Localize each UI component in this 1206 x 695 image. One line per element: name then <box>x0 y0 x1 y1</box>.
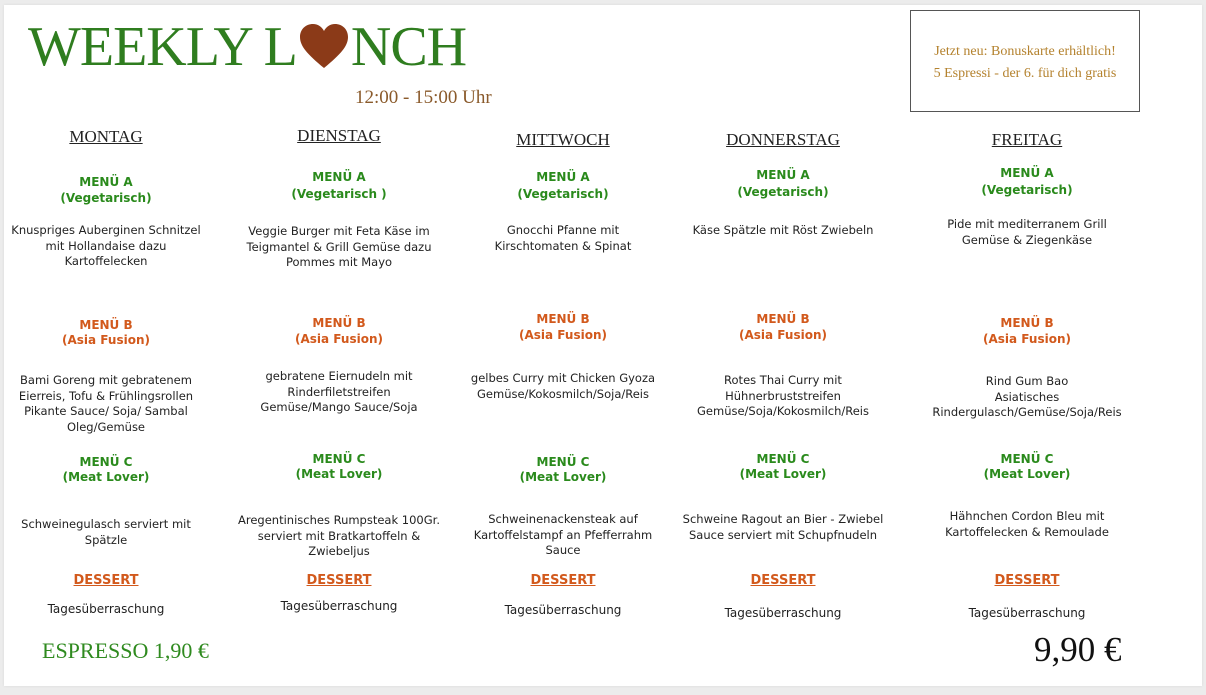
menu-b-title: MENÜ B <box>312 316 366 330</box>
menu-a-title: MENÜ A <box>312 170 366 184</box>
menu-b-subtitle: (Asia Fusion) <box>295 332 383 346</box>
title-text-end: NCH <box>350 16 467 78</box>
day-heading: MITTWOCH <box>516 130 610 149</box>
menu-c-dish: Aregentinisches Rumpsteak 100Gr. serviert mit Bratkartoffeln & Zwiebeljus <box>238 513 440 558</box>
menu-b-title: MENÜ B <box>1000 316 1054 330</box>
promo-line-2: 5 Espressi - der 6. für dich gratis <box>933 66 1117 81</box>
menu-a-title: MENÜ A <box>756 168 810 182</box>
menu-c-subtitle: (Meat Lover) <box>295 467 383 481</box>
menu-b-title: MENÜ B <box>536 312 590 326</box>
menu-a-subtitle: (Vegetarisch) <box>981 183 1073 197</box>
day-column-mittwoch <box>453 5 673 686</box>
menu-c-subtitle: (Meat Lover) <box>983 467 1071 481</box>
menu-price: 9,90 € <box>1034 630 1122 669</box>
dessert-text: Tagesüberraschung <box>47 602 165 616</box>
menu-b-title: MENÜ B <box>756 312 810 326</box>
dessert-title: DESSERT <box>750 573 816 588</box>
menu-b-dish: Bami Goreng mit gebratenem Eierreis, Tofu & Frühlingsrollen Pikante Sauce/ Soja/ Sambal Oleg/Gemüse <box>18 373 194 434</box>
promo-line-1: Jetzt neu: Bonuskarte erhältlich! <box>934 44 1116 59</box>
day-column-freitag <box>917 5 1137 686</box>
menu-a-dish: Veggie Burger mit Feta Käse im Teigmantel & Grill Gemüse dazu Pommes mit Mayo <box>246 224 432 269</box>
day-heading: DONNERSTAG <box>726 130 840 149</box>
dessert-text: Tagesüberraschung <box>968 606 1086 620</box>
menu-b-dish: Rind Gum Bao Asiatisches Rindergulasch/Gemüse/Soja/Reis <box>932 374 1122 419</box>
day-heading: MONTAG <box>69 127 143 146</box>
day-heading: FREITAG <box>991 130 1063 149</box>
menu-c-title: MENÜ C <box>312 452 366 466</box>
dessert-title: DESSERT <box>530 573 596 588</box>
menu-b-dish: Rotes Thai Curry mit Hühnerbruststreifen Gemüse/Soja/Kokosmilch/Reis <box>697 373 869 418</box>
menu-c-dish: Schweine Ragout an Bier - Zwiebel Sauce serviert mit Schupfnudeln <box>682 512 884 542</box>
title-text-start: WEEKLY L <box>28 16 297 78</box>
menu-c-title: MENÜ C <box>79 455 133 469</box>
menu-b-subtitle: (Asia Fusion) <box>739 328 827 342</box>
menu-c-dish: Schweinegulasch serviert mit Spätzle <box>21 517 191 547</box>
day-heading: DIENSTAG <box>297 126 381 145</box>
menu-c-title: MENÜ C <box>1000 452 1054 466</box>
dessert-title: DESSERT <box>306 573 372 588</box>
menu-c-subtitle: (Meat Lover) <box>519 470 607 484</box>
day-column-donnerstag <box>673 5 893 686</box>
menu-b-subtitle: (Asia Fusion) <box>62 333 150 347</box>
menu-c-title: MENÜ C <box>536 455 590 469</box>
menu-a-dish: Knuspriges Auberginen Schnitzel mit Hollandaise dazu Kartoffelecken <box>11 223 201 268</box>
menu-a-subtitle: (Vegetarisch) <box>517 187 609 201</box>
menu-a-dish: Käse Spätzle mit Röst Zwiebeln <box>692 223 874 237</box>
menu-c-title: MENÜ C <box>756 452 810 466</box>
menu-a-title: MENÜ A <box>536 170 590 184</box>
menu-c-dish: Hähnchen Cordon Bleu mit Kartoffelecken & Remoulade <box>945 509 1109 539</box>
dessert-text: Tagesüberraschung <box>724 606 842 620</box>
menu-c-subtitle: (Meat Lover) <box>739 467 827 481</box>
menu-a-title: MENÜ A <box>79 175 133 189</box>
espresso-price: ESPRESSO 1,90 € <box>42 638 209 663</box>
menu-a-subtitle: (Vegetarisch) <box>737 185 829 199</box>
menu-c-subtitle: (Meat Lover) <box>62 470 150 484</box>
dessert-text: Tagesüberraschung <box>280 599 398 613</box>
dessert-title: DESSERT <box>994 573 1060 588</box>
menu-b-subtitle: (Asia Fusion) <box>983 332 1071 346</box>
menu-c-dish: Schweinenackensteak auf Kartoffelstampf an Pfefferrahm Sauce <box>473 512 653 557</box>
menu-a-subtitle: (Vegetarisch) <box>60 191 152 205</box>
menu-b-dish: gebratene Eiernudeln mit Rinderfiletstreifen Gemüse/Mango Sauce/Soja <box>260 369 418 414</box>
menu-b-subtitle: (Asia Fusion) <box>519 328 607 342</box>
menu-a-subtitle: (Vegetarisch ) <box>291 187 387 201</box>
menu-a-dish: Pide mit mediterranem Grill Gemüse & Ziegenkäse <box>947 217 1107 247</box>
day-column-montag <box>0 5 216 686</box>
day-column-dienstag <box>229 5 449 686</box>
dessert-text: Tagesüberraschung <box>504 603 622 617</box>
opening-hours: 12:00 - 15:00 Uhr <box>355 87 492 108</box>
menu-b-dish: gelbes Curry mit Chicken Gyoza Gemüse/Kokosmilch/Soja/Reis <box>470 371 656 401</box>
menu-a-title: MENÜ A <box>1000 166 1054 180</box>
menu-page <box>4 5 1202 686</box>
menu-b-title: MENÜ B <box>79 318 133 332</box>
dessert-title: DESSERT <box>73 573 139 588</box>
menu-a-dish: Gnocchi Pfanne mit Kirschtomaten & Spinat <box>494 223 632 253</box>
